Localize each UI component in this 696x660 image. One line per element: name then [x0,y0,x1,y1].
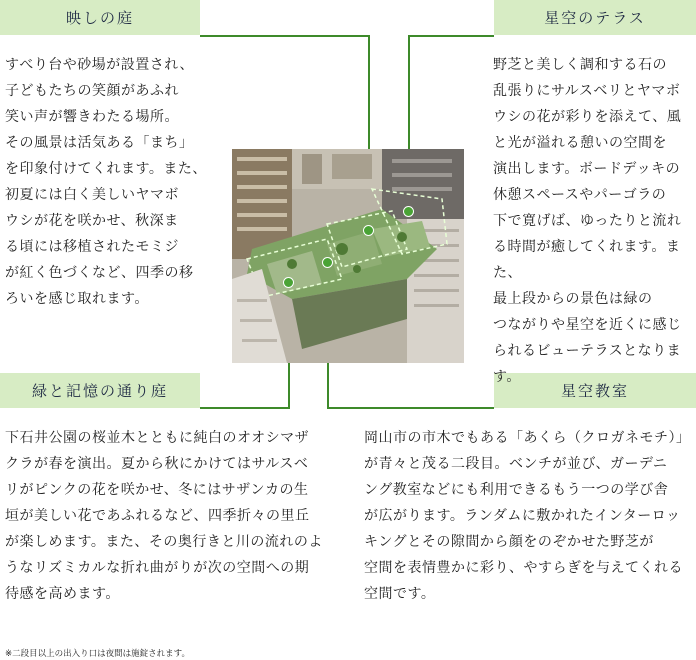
label-utsushi-garden [0,0,200,35]
footnote: ※二段目以上の出入り口は夜間は施錠されます。 [5,649,190,659]
marker-terrace [403,206,414,217]
connector-top-right-h [408,35,494,37]
label-starry-terrace [494,0,696,35]
aerial-garden-photo [232,149,464,363]
connector-bottom-left-h [200,407,290,409]
classroom-body-text: 岡山市の市木でもある「あくら（クロガネモチ）」 が青々と茂る二段目。ベンチが並び、ガーデニ ング教室などにも利用できるもう一つの学び舎 が広がります。ランダムに敷かれたインターロッ キングとその隙間から顔をのぞかせた野芝が 空間を表情豊かに彩り、やすらぎを与えてくれる 空間です。 [364,430,691,602]
label-starry-terrace-text: 星空のテラス [544,9,646,27]
marker-midori [283,277,294,288]
midori-body-text: 下石井公園の桜並木とともに純白のオオシマザ クラが春を演出。夏から秋にかけてはサルスベ リがピンクの花を咲かせ、冬にはサザンカの生 垣が美しい花であふれるなど、四季折々の里丘 が楽しめます。また、その奥行きと川の流れのよ うなリズミカルな折れ曲がりが次の空間への期 待感を高めます。 [5,430,323,602]
marker-classroom [322,257,333,268]
utsushi-body-text: すべり台や砂場が設置され、 子どもたちの笑顔があふれ 笑い声が響きわたる場所。 その風景は活気ある「まち」 を印象付けてくれます。また、 初夏には白く美しいヤマボ ウシが花を咲かせ、秋深ま る頃には移植されたモミジ が紅く色づくなど、四季の移 ろいを感じ取れます。 [5,57,207,307]
connector-bottom-right-h [327,407,494,409]
label-midori-garden [0,373,200,408]
terrace-body-text: 野芝と美しく調和する石の 乱張りにサルスベリとヤマボ ウシの花が彩りを添えて、風 と光が溢れる憩いの空間を 演出します。ボードデッキの 休憩スペースやパーゴラの 下で寛げば、ゆったりと流れ る時間が癒してくれます。また、 最上段からの景色は緑の つながりや星空を近くに感じ られるビューテラスとなります。 [493,57,682,385]
marker-utsushi [363,225,374,236]
connector-top-left-h [200,35,370,37]
aerial-garden-illustration [232,149,464,363]
label-starry-classroom-text: 星空教室 [560,382,629,400]
label-midori-garden-text: 緑と記憶の通り庭 [31,382,168,400]
label-utsushi-garden-text: 映しの庭 [65,9,134,27]
